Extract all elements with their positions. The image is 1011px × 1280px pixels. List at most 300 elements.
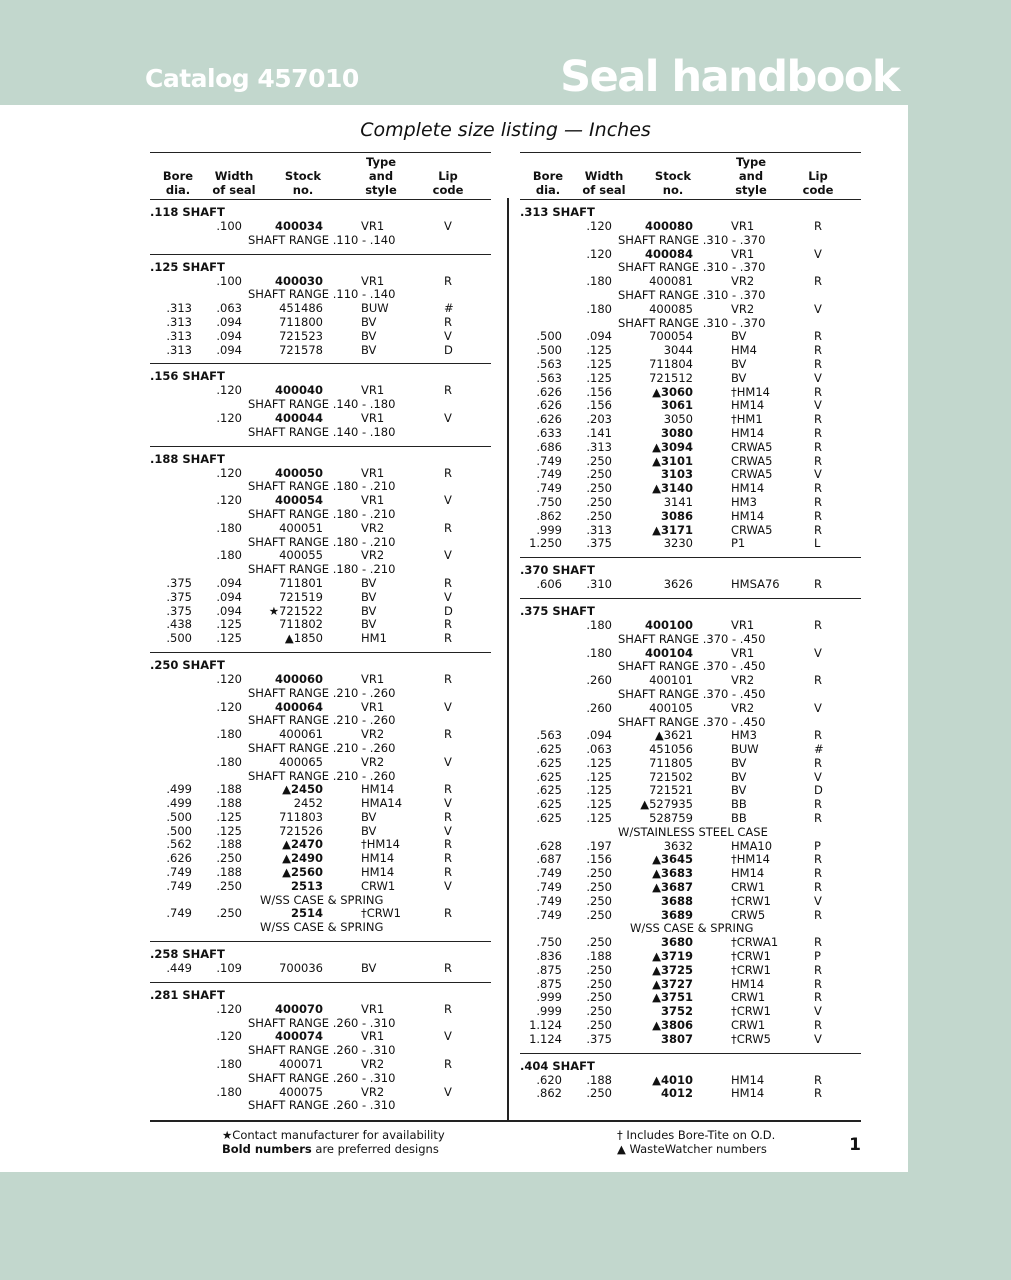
lip-cell: R: [444, 671, 452, 686]
note-text: SHAFT RANGE .180 - .210: [248, 479, 396, 494]
stock-cell: 400074: [274, 1029, 323, 1044]
table-row: [150, 605, 491, 619]
stock-cell: 400075: [279, 1084, 323, 1099]
width-cell: .125: [216, 809, 242, 824]
row-note: [150, 714, 491, 728]
bore-cell: .625: [536, 742, 562, 757]
lip-cell: V: [814, 246, 822, 261]
width-cell: .375: [586, 536, 612, 551]
table-row: [150, 838, 491, 852]
type-cell: HM14: [731, 398, 765, 413]
shaft-section: [150, 200, 491, 255]
lip-cell: R: [444, 727, 452, 742]
lip-cell: R: [444, 617, 452, 632]
row-note: [520, 660, 861, 674]
lip-cell: V: [444, 548, 452, 563]
stock-cell: 3230: [663, 536, 693, 551]
stock-cell: ▲3094: [652, 439, 693, 454]
row-note: [150, 508, 491, 522]
bore-cell: .625: [536, 811, 562, 826]
bore-cell: .633: [536, 425, 562, 440]
stock-cell: 3632: [663, 838, 693, 853]
lip-cell: R: [814, 755, 822, 770]
table-row: [150, 825, 491, 839]
table-row: [150, 756, 491, 770]
width-cell: .120: [586, 219, 612, 233]
stock-cell: 3752: [660, 1004, 693, 1019]
row-note: [150, 426, 491, 440]
width-cell: .100: [216, 273, 242, 288]
header-lip: Lip code: [432, 169, 464, 197]
note-text: SHAFT RANGE .260 - .310: [248, 1070, 396, 1085]
table-row: [520, 757, 861, 771]
stock-cell: 721519: [279, 589, 323, 604]
width-cell: .197: [586, 838, 612, 853]
section-title: .250 SHAFT: [150, 657, 225, 672]
note-text: SHAFT RANGE .180 - .210: [248, 534, 396, 549]
type-cell: VR1: [731, 645, 755, 660]
row-note: [520, 317, 861, 331]
stock-cell: 451486: [279, 301, 323, 316]
note-text: SHAFT RANGE .180 - .210: [248, 506, 396, 521]
bore-cell: .606: [536, 577, 562, 592]
width-cell: .250: [586, 1004, 612, 1019]
width-cell: .188: [216, 796, 242, 811]
width-cell: .313: [586, 522, 612, 537]
width-cell: .188: [216, 837, 242, 852]
bore-cell: .875: [536, 962, 562, 977]
type-cell: VR2: [361, 1057, 385, 1072]
column-header: [150, 152, 491, 200]
stock-cell: 3080: [660, 425, 693, 440]
stock-cell: ▲3806: [652, 1018, 693, 1033]
table-row: [150, 316, 491, 330]
lip-cell: V: [444, 1029, 452, 1044]
type-cell: VR1: [361, 410, 385, 425]
type-cell: BV: [731, 783, 747, 798]
lip-cell: R: [444, 782, 452, 797]
lip-cell: R: [814, 1072, 822, 1087]
stock-cell: ▲3751: [652, 990, 693, 1005]
bore-cell: .563: [536, 356, 562, 371]
width-cell: .094: [216, 589, 242, 604]
width-cell: .125: [586, 356, 612, 371]
row-note: [150, 1099, 491, 1113]
type-cell: HM14: [731, 508, 765, 523]
lip-cell: V: [814, 370, 822, 385]
width-cell: .125: [586, 370, 612, 385]
bore-cell: .625: [536, 755, 562, 770]
stock-cell: 721521: [649, 783, 693, 798]
width-cell: .125: [586, 755, 612, 770]
lip-cell: R: [444, 631, 452, 646]
bore-cell: .749: [536, 880, 562, 895]
lip-cell: V: [814, 467, 822, 482]
type-cell: BUW: [361, 301, 389, 316]
bore-cell: .686: [536, 439, 562, 454]
stock-cell: 400085: [649, 301, 693, 316]
lip-cell: V: [444, 493, 452, 508]
stock-cell: ▲3727: [652, 976, 693, 991]
stock-cell: 711805: [649, 755, 693, 770]
stock-cell: 451056: [649, 742, 693, 757]
table-row: [520, 220, 861, 234]
stock-cell: ▲1850: [284, 631, 323, 646]
bore-cell: .499: [166, 782, 192, 797]
stock-cell: 721523: [279, 328, 323, 343]
stock-cell: ▲3171: [652, 522, 693, 537]
bore-cell: .626: [536, 398, 562, 413]
lip-cell: V: [814, 1004, 822, 1019]
bore-cell: .687: [536, 852, 562, 867]
lip-cell: R: [814, 274, 822, 289]
width-cell: .250: [586, 481, 612, 496]
stock-cell: ▲2490: [282, 851, 323, 866]
section-title: .375 SHAFT: [520, 603, 595, 618]
row-note: [150, 480, 491, 494]
table-row: [520, 330, 861, 344]
stock-cell: 721512: [649, 370, 693, 385]
lip-cell: R: [814, 425, 822, 440]
lip-cell: R: [444, 837, 452, 852]
table-row: [520, 619, 861, 633]
table-row: [150, 880, 491, 894]
bore-cell: .375: [166, 575, 192, 590]
table-row: [150, 1030, 491, 1044]
lip-cell: R: [814, 852, 822, 867]
preferred-note-text: are preferred designs: [311, 1142, 439, 1156]
width-cell: .250: [586, 453, 612, 468]
stock-cell: 528759: [649, 811, 693, 826]
header-lip: Lip code: [802, 169, 834, 197]
stock-cell: 400030: [274, 273, 323, 288]
row-note: [150, 1017, 491, 1031]
note-text: W/STAINLESS STEEL CASE: [618, 824, 768, 839]
stock-cell: 711800: [279, 314, 323, 329]
width-cell: .250: [586, 866, 612, 881]
type-cell: VR2: [731, 673, 755, 688]
width-cell: .120: [216, 465, 242, 480]
bold-numbers-label: Bold numbers: [222, 1142, 312, 1156]
table-row: [150, 275, 491, 289]
stock-cell: ▲3140: [652, 481, 693, 496]
note-text: SHAFT RANGE .310 - .370: [618, 232, 766, 247]
table-row: [150, 220, 491, 234]
width-cell: .120: [216, 671, 242, 686]
stock-cell: 721578: [279, 342, 323, 357]
lip-cell: R: [814, 617, 822, 632]
lip-cell: R: [444, 851, 452, 866]
table-row: [520, 275, 861, 289]
type-cell: HM14: [731, 976, 765, 991]
table-row: [150, 852, 491, 866]
row-note: [150, 1044, 491, 1058]
shaft-section: [520, 599, 861, 1054]
type-cell: HM14: [731, 1072, 765, 1087]
lip-cell: R: [814, 907, 822, 922]
shaft-section: [520, 1054, 861, 1108]
bore-cell: .749: [536, 893, 562, 908]
stock-cell: 400040: [274, 383, 323, 398]
lip-cell: #: [444, 301, 454, 316]
width-cell: .250: [586, 467, 612, 482]
bore-cell: .620: [536, 1072, 562, 1087]
bore-cell: .749: [536, 453, 562, 468]
table-row: [520, 647, 861, 661]
width-cell: .094: [216, 342, 242, 357]
width-cell: .125: [216, 631, 242, 646]
note-text: SHAFT RANGE .370 - .450: [618, 686, 766, 701]
type-cell: VR1: [361, 493, 385, 508]
lip-cell: V: [814, 398, 822, 413]
stock-cell: 3050: [663, 412, 693, 427]
table-row: [520, 1033, 861, 1047]
bore-cell: .313: [166, 342, 192, 357]
stock-cell: 400104: [644, 645, 693, 660]
type-cell: VR2: [731, 301, 755, 316]
type-cell: BV: [361, 314, 377, 329]
lip-cell: R: [814, 962, 822, 977]
lip-cell: V: [444, 878, 452, 893]
stock-cell: 400060: [274, 671, 323, 686]
table-row: [520, 1019, 861, 1033]
table-row: [150, 783, 491, 797]
stock-cell: 400044: [274, 410, 323, 425]
stock-cell: 400081: [649, 274, 693, 289]
lip-cell: R: [814, 935, 822, 950]
type-cell: †HM14: [361, 837, 400, 852]
stock-cell: ▲3687: [652, 880, 693, 895]
table-row: [150, 1003, 491, 1017]
width-cell: .188: [586, 1072, 612, 1087]
row-note: [150, 398, 491, 412]
lip-cell: R: [444, 383, 452, 398]
lip-cell: P: [814, 838, 821, 853]
section-title: .370 SHAFT: [520, 563, 595, 578]
width-cell: .188: [216, 865, 242, 880]
lip-cell: V: [444, 754, 452, 769]
row-note: [150, 288, 491, 302]
table-row: [520, 1087, 861, 1101]
preferred-note: [222, 1142, 445, 1156]
type-cell: BV: [731, 356, 747, 371]
bore-cell: .749: [536, 481, 562, 496]
header-width: Width of seal: [212, 169, 256, 197]
table-row: [150, 591, 491, 605]
note-text: SHAFT RANGE .310 - .370: [618, 260, 766, 275]
width-cell: .125: [586, 797, 612, 812]
bore-cell: .438: [166, 617, 192, 632]
header-stock: Stock no.: [654, 169, 692, 197]
table-row: [150, 811, 491, 825]
stock-cell: 400105: [649, 700, 693, 715]
type-cell: †CRW1: [731, 893, 771, 908]
table-row: [150, 522, 491, 536]
lip-cell: R: [814, 329, 822, 344]
type-cell: VR1: [731, 246, 755, 261]
bore-cell: .625: [536, 783, 562, 798]
lip-cell: V: [444, 328, 452, 343]
type-cell: HMSA76: [731, 577, 780, 592]
lip-cell: R: [444, 465, 452, 480]
type-cell: BV: [731, 329, 747, 344]
stock-cell: ▲527935: [640, 797, 693, 812]
section-title: .258 SHAFT: [150, 947, 225, 962]
width-cell: .094: [216, 603, 242, 618]
width-cell: .180: [216, 548, 242, 563]
stock-cell: 3680: [660, 935, 693, 950]
table-row: [520, 1074, 861, 1088]
width-cell: .094: [586, 329, 612, 344]
type-cell: †CRWA1: [731, 935, 779, 950]
type-cell: HM14: [731, 425, 765, 440]
type-cell: CRWA5: [731, 467, 773, 482]
width-cell: .125: [586, 811, 612, 826]
stock-cell: 400064: [274, 699, 323, 714]
width-cell: .250: [586, 976, 612, 991]
table-row: [520, 950, 861, 964]
width-cell: .125: [216, 617, 242, 632]
table-row: [150, 494, 491, 508]
type-cell: BB: [731, 797, 747, 812]
lip-cell: R: [814, 1086, 822, 1101]
table-row: [150, 907, 491, 921]
stock-cell: 400071: [279, 1057, 323, 1072]
lip-cell: R: [814, 508, 822, 523]
table-row: [150, 577, 491, 591]
type-cell: VR1: [361, 273, 385, 288]
stock-cell: 3688: [660, 893, 693, 908]
bore-cell: .626: [166, 851, 192, 866]
stock-cell: 400101: [649, 673, 693, 688]
width-cell: .188: [216, 782, 242, 797]
type-cell: †HM14: [731, 852, 770, 867]
lip-cell: R: [444, 520, 452, 535]
table-row: [520, 936, 861, 950]
type-cell: BV: [361, 809, 377, 824]
type-cell: CRWA5: [731, 522, 773, 537]
stock-cell: 3807: [660, 1031, 693, 1046]
bore-cell: 1.250: [529, 536, 562, 551]
table-row: [520, 468, 861, 482]
section-title: .118 SHAFT: [150, 205, 225, 219]
type-cell: BUW: [731, 742, 759, 757]
width-cell: .063: [586, 742, 612, 757]
width-cell: .125: [216, 823, 242, 838]
width-cell: .180: [216, 754, 242, 769]
table-row: [520, 537, 861, 551]
type-cell: BB: [731, 811, 747, 826]
lip-cell: R: [814, 412, 822, 427]
bore-cell: .749: [166, 906, 192, 921]
left-listing: [150, 200, 491, 1119]
note-text: SHAFT RANGE .210 - .260: [248, 740, 396, 755]
type-cell: BV: [731, 769, 747, 784]
availability-note: ★Contact manufacturer for availability: [222, 1128, 445, 1142]
table-row: [150, 467, 491, 481]
stock-cell: 721502: [649, 769, 693, 784]
stock-cell: 400084: [644, 246, 693, 261]
lip-cell: R: [814, 522, 822, 537]
table-row: [520, 812, 861, 826]
right-listing: [520, 200, 861, 1107]
lip-cell: R: [814, 481, 822, 496]
type-cell: †CRW5: [731, 1031, 771, 1046]
type-cell: VR1: [361, 671, 385, 686]
bore-cell: .999: [536, 990, 562, 1005]
lip-cell: R: [444, 1001, 452, 1016]
shaft-section: [150, 983, 491, 1119]
type-cell: VR2: [361, 754, 385, 769]
bore-cell: .313: [166, 314, 192, 329]
lip-cell: V: [444, 796, 452, 811]
table-row: [520, 840, 861, 854]
type-cell: BV: [361, 961, 377, 976]
type-cell: P1: [731, 536, 746, 551]
lip-cell: R: [814, 673, 822, 688]
bore-cell: .749: [166, 878, 192, 893]
row-note: [520, 826, 861, 840]
stock-cell: 400070: [274, 1001, 323, 1016]
bore-cell: .375: [166, 589, 192, 604]
lip-cell: R: [814, 976, 822, 991]
bore-cell: .313: [166, 328, 192, 343]
lip-cell: R: [444, 1057, 452, 1072]
stock-cell: 3689: [660, 907, 693, 922]
note-text: SHAFT RANGE .370 - .450: [618, 631, 766, 646]
width-cell: .180: [216, 520, 242, 535]
table-row: [520, 427, 861, 441]
lip-cell: R: [444, 575, 452, 590]
bore-cell: .862: [536, 1086, 562, 1101]
lip-cell: R: [814, 990, 822, 1005]
lip-cell: R: [814, 811, 822, 826]
table-row: [520, 441, 861, 455]
stock-cell: 2513: [290, 878, 323, 893]
bore-cell: .836: [536, 949, 562, 964]
lip-cell: R: [814, 880, 822, 895]
type-cell: HMA10: [731, 838, 773, 853]
section-title: .156 SHAFT: [150, 369, 225, 384]
stock-cell: 3086: [660, 508, 693, 523]
lip-cell: V: [444, 1084, 452, 1099]
bore-cell: .749: [536, 866, 562, 881]
width-cell: .250: [586, 935, 612, 950]
width-cell: .180: [216, 1084, 242, 1099]
table-row: [520, 510, 861, 524]
footer-legend-right: [617, 1128, 775, 1156]
note-text: W/SS CASE & SPRING: [260, 920, 384, 935]
width-cell: .250: [586, 962, 612, 977]
wastewatcher-note: ▲ WasteWatcher numbers: [617, 1142, 767, 1156]
lip-cell: V: [814, 1031, 822, 1046]
table-row: [520, 674, 861, 688]
table-row: [150, 962, 491, 976]
row-note: [520, 234, 861, 248]
width-cell: .141: [586, 425, 612, 440]
type-cell: †CRW1: [731, 1004, 771, 1019]
type-cell: CRW1: [731, 880, 766, 895]
type-cell: BV: [361, 575, 377, 590]
type-cell: BV: [361, 617, 377, 632]
stock-cell: ▲3725: [652, 962, 693, 977]
bore-cell: .313: [166, 301, 192, 316]
bore-cell: .625: [536, 769, 562, 784]
lip-cell: V: [444, 410, 452, 425]
stock-cell: ★721522: [268, 603, 323, 618]
note-text: SHAFT RANGE .370 - .450: [618, 659, 766, 674]
note-text: SHAFT RANGE .260 - .310: [248, 1015, 396, 1030]
